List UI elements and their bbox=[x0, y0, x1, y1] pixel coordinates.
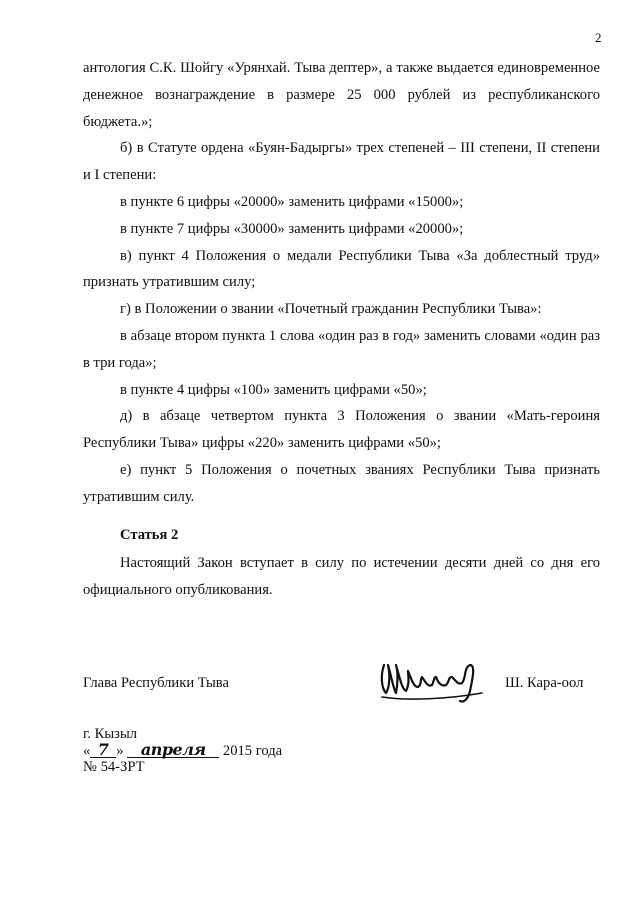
date-line bbox=[83, 739, 283, 760]
quote-open: « bbox=[83, 742, 91, 759]
paragraph: д) в абзаце четвертом пункта 3 Положения о звании «Мать-героиня Республики Тыва» цифры «220» заменить цифрами «50»; bbox=[83, 408, 600, 452]
handwritten-signature bbox=[378, 657, 486, 705]
handwritten-month: апреля bbox=[127, 743, 219, 758]
paragraph: е) пункт 5 Положения о почетных званиях Республики Тыва признать утратившим силу. bbox=[83, 461, 600, 505]
year: 2015 года bbox=[222, 742, 283, 759]
article-paragraph: Настоящий Закон вступает в силу по истечении десяти дней со дня его официального опубликования. bbox=[83, 555, 600, 598]
handwritten-day: 7 bbox=[90, 743, 116, 758]
document-body bbox=[83, 55, 600, 511]
paragraph: б) в Статуте ордена «Буян-Бадыргы» трех степеней – III степени, II степени и I степени: bbox=[83, 140, 600, 184]
paragraph: антология С.К. Шойгу «Урянхай. Тыва дептер», а также выдается единовременное денежное вознаграждение в размере 25 000 рублей из республиканского бюджета.»; bbox=[83, 60, 600, 130]
paragraph: в пункте 6 цифры «20000» заменить цифрами «15000»; bbox=[120, 193, 464, 210]
place-date-block bbox=[83, 726, 282, 776]
signer-name: Ш. Кара-оол bbox=[505, 675, 584, 691]
page-number: 2 bbox=[595, 30, 602, 45]
law-number: № 54-ЗРТ bbox=[83, 759, 145, 775]
place: г. Кызыл bbox=[83, 726, 138, 742]
paragraph: в) пункт 4 Положения о медали Республики Тыва «За доблестный труд» признать утратившим силу; bbox=[83, 247, 600, 291]
signer-title: Глава Республики Тыва bbox=[83, 675, 229, 691]
quote-close: » bbox=[116, 742, 124, 759]
paragraph: в абзаце втором пункта 1 слова «один раз в год» заменить словами «один раз в три года»; bbox=[83, 327, 600, 371]
article-body bbox=[83, 550, 600, 604]
paragraph: г) в Положении о звании «Почетный гражданин Республики Тыва»: bbox=[120, 301, 542, 318]
article-heading: Статья 2 bbox=[120, 527, 179, 543]
paragraph: в пункте 4 цифры «100» заменить цифрами «50»; bbox=[120, 381, 427, 398]
paragraph: в пункте 7 цифры «30000» заменить цифрами «20000»; bbox=[120, 220, 464, 237]
